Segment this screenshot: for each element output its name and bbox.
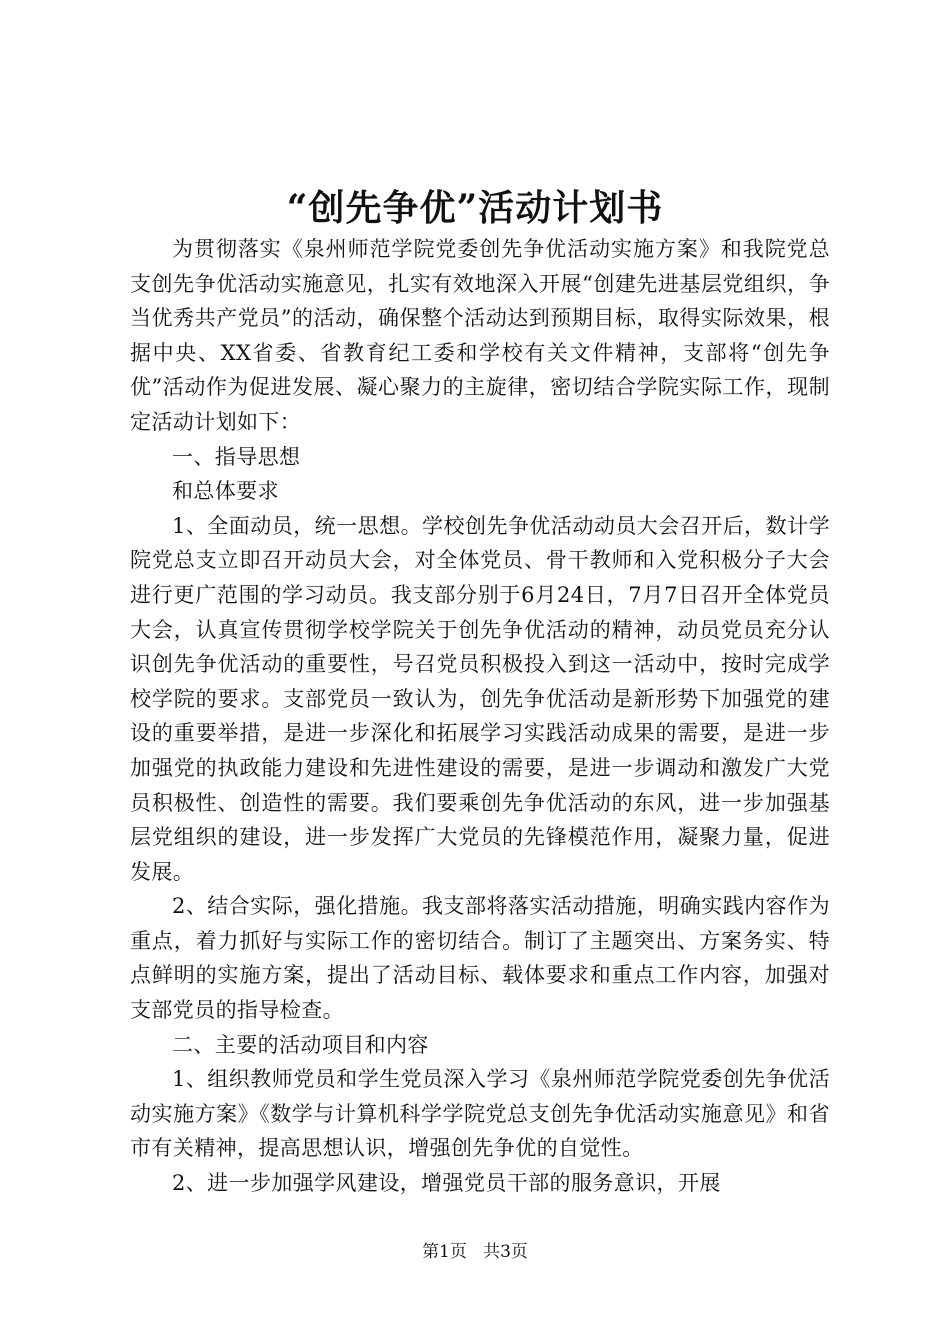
page-number: 第1页 bbox=[422, 1242, 467, 1262]
intro-paragraph: 为贯彻落实《泉州师范学院党委创先争优活动实施方案》和我院党总支创先争优活动实施意见，扎实有效地深入开展“创建先进基层党组织，争当优秀共产党员”的活动，确保整个活动达到预期目标，取得实际效果，根据中央、XX省委、省教育纪工委和学校有关文件精神，支部将“创先争优”活动作为促进发展、凝心聚力的主旋律，密切结合学院实际工作，现制定活动计划如下： bbox=[130, 237, 830, 434]
paragraph-study: 1、组织教师党员和学生党员深入学习《泉州师范学院党委创先争优活动实施方案》《数学与计算机科学学院党总支创先争优活动实施意见》和省市有关精神，提高思想认识，增强创先争优的自觉性。 bbox=[130, 1067, 830, 1161]
section-heading-guiding-thought: 一、指导思想 bbox=[172, 444, 301, 469]
paragraph-study-style: 2、进一步加强学风建设，增强党员干部的服务意识，开展 bbox=[172, 1171, 721, 1196]
section-heading-general-requirements: 和总体要求 bbox=[172, 479, 279, 504]
page-footer bbox=[0, 1240, 950, 1264]
footer-spacer bbox=[472, 1242, 477, 1262]
section-heading-main-activities: 二、主要的活动项目和内容 bbox=[172, 1032, 429, 1057]
paragraph-mobilization: 1、全面动员，统一思想。学校创先争优活动动员大会召开后，数计学院党总支立即召开动员大会，对全体党员、骨干教师和入党积极分子大会进行更广范围的学习动员。我支部分别于6月24日，7月7日召开全体党员大会，认真宣传贯彻学校学院关于创先争优活动的精神，动员党员充分认识创先争优活动的重要性，号召党员积极投入到这一活动中，按时完成学校学院的要求。支部党员一致认为，创先争优活动是新形势下加强党的建设的重要举措，是进一步深化和拓展学习实践活动成果的需要，是进一步加强党的执政能力建设和先进性建设的需要，是进一步调动和激发广大党员积极性、创造性的需要。我们要乘创先争优活动的东风，进一步加强基层党组织的建设，进一步发挥广大党员的先锋模范作用，凝聚力量，促进发展。 bbox=[130, 513, 830, 884]
document-body bbox=[130, 232, 830, 1201]
page-total: 共3页 bbox=[483, 1242, 528, 1262]
document-title: “创先争优”活动计划书 bbox=[286, 187, 664, 229]
paragraph-measures: 2、结合实际，强化措施。我支部将落实活动措施，明确实践内容作为重点，着力抓好与实际工作的密切结合。制订了主题突出、方案务实、特点鲜明的实施方案，提出了活动目标、载体要求和重点工作内容，加强对支部党员的指导检查。 bbox=[130, 894, 830, 1023]
